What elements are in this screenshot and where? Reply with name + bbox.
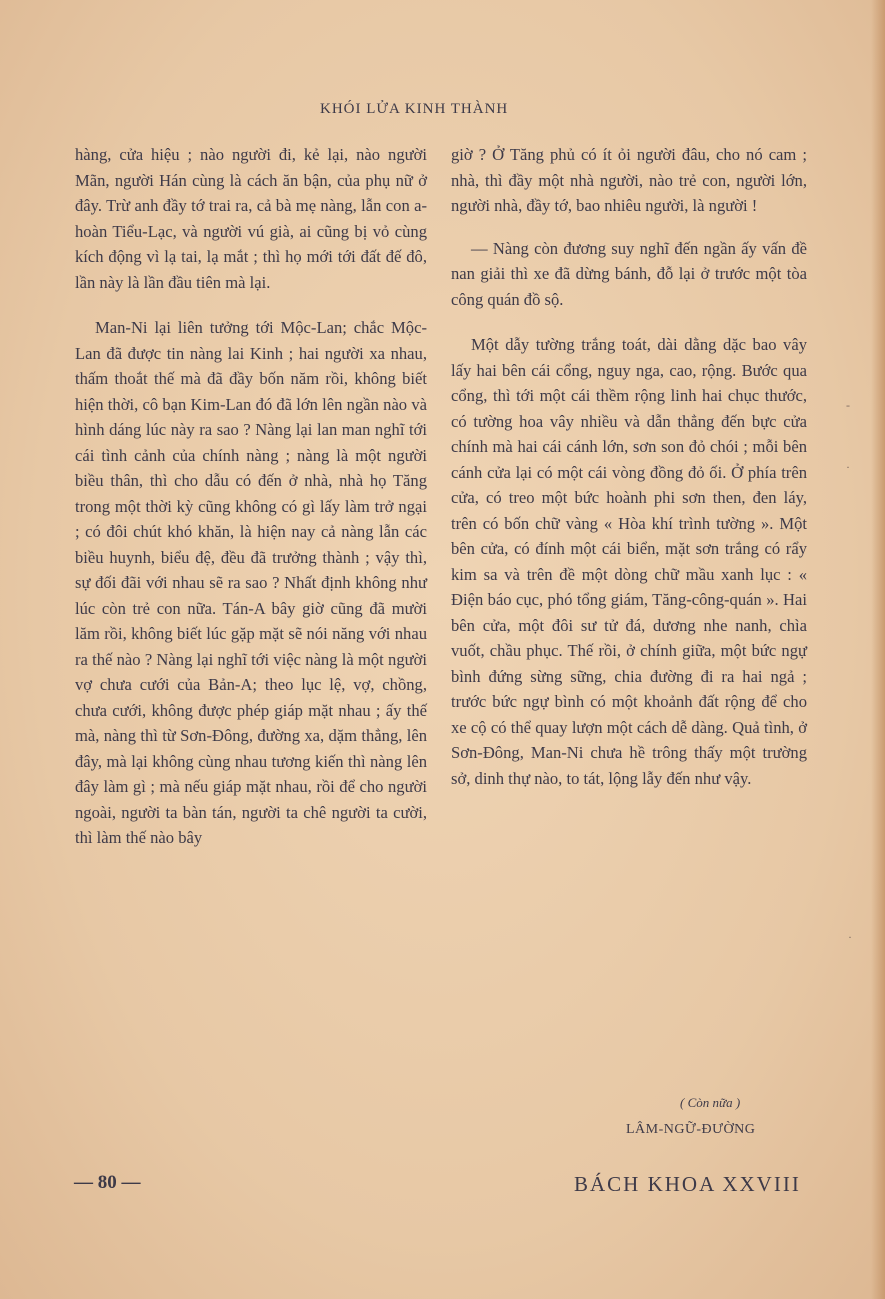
paragraph: Man-Ni lại liên tưởng tới Mộc-Lan; chắc Mộc-Lan đã được tin nàng lai Kinh ; hai người xa nhau, thấm thoắt thế mà đã đầy bốn năm rồi, không biết hiện thời, cô bạn Kim-Lan đó đã lớn lên ngần nào và hình dáng lúc này ra sao ? Nàng lại lan man nghĩ tới cái tình cảnh của chính nàng ; nàng là một người biều thân, thì cho dẫu có đến ở nhà, nhà họ Tăng trong một thời kỳ cũng không có gì lấy làm trở ngại ; có đôi chút khó khăn, là hiện nay cả nàng lẫn các biều huynh, biểu đệ, đều đã trưởng thành ; vậy thì, sự đối đãi với nhau sẽ ra sao ? Nhất định không như lúc còn trẻ con nữa. Tán-A bây giờ cũng đã mười lăm rồi, không biết lúc gặp mặt sẽ nói năng với nhau ra thế nào ? Nàng lại nghĩ tới việc nàng là một người vợ chưa cưới của Bản-A; theo lục lệ, vợ, chồng, chưa cưới, không được phép giáp mặt nhau ; ấy thế mà, nàng thì từ Sơn-Đông, đường xa, dặm thẳng, lên đây, mà lại không cùng nhau tương kiến thì nàng lên đây làm gì ; mà nếu giáp mặt nhau, rồi để cho người ngoài, người ta bàn tán, người ta chê người ta cười, thì làm thế nào bây bbox=[75, 318, 427, 847]
paragraph: giờ ? Ở Tăng phủ có ít ỏi người đâu, cho nó cam ; nhà, thì đầy một nhà người, nào trẻ con, người lớn, người nhà, đầy tớ, bao nhiêu người, là người ! bbox=[451, 145, 807, 215]
margin-mark: · bbox=[846, 460, 850, 474]
continued-note: ( Còn nữa ) bbox=[680, 1095, 741, 1110]
running-head: KHÓI LỬA KINH THÀNH bbox=[320, 101, 509, 117]
margin-mark: · bbox=[848, 930, 852, 944]
journal-name: BÁCH KHOA XXVIII bbox=[574, 1172, 801, 1196]
margin-mark: - bbox=[846, 398, 850, 412]
paragraph: hàng, cửa hiệu ; nào người đi, kẻ lại, nào người Mãn, người Hán cùng là cách ăn bận, của phụ nữ ở đây. Trừ anh đầy tớ trai ra, cả bà mẹ nàng, lẫn con a-hoàn Tiểu-Lạc, và người vú già, ai cũng bị vỏ cùng kích động vì lạ tai, lạ mắt ; thì họ mới tới đất đế đô, lần này là lần đầu tiên mà lại. bbox=[75, 145, 427, 292]
paragraph: Một dẫy tường trắng toát, dài dằng dặc bao vây lấy hai bên cái cổng, nguy nga, cao, rộng. Bước qua cổng, thì tới một cái thềm rộng linh hai chục thước, có tường hoa vây nhiều và dẫn thẳng đến bực cửa chính mà hai cái cánh lớn, sơn son đỏ chói ; mỗi bên cánh cửa lại có một cái vòng đồng đỏ ối. Ở phía trên cửa, có treo một bức hoành phi sơn then, đen láy, trên có bốn chữ vàng « Hòa khí trình tường ». Một bên cửa, có đính một cái biển, mặt sơn trắng có rẩy kim sa và trên đề một dòng chữ mầu xanh lục : « Điện báo cục, phó tổng giám, Tăng-công-quán ». Hai bên cửa, một đôi sư tử đá, dương nhe nanh, chìa vuốt, chầu phục. Thế rồi, ở chính giữa, một bức ngự bình đứng sừng sững, chia đường đi ra hai ngả ; trước bức ngự bình có một khoảnh đất rộng để cho xe cộ có thể quay lượn một cách dễ dàng. Quả tình, ở Sơn-Đông, Man-Ni chưa hề trông thấy một trường sở, dinh thự nào, to tát, lộng lẫy đến như vậy. bbox=[451, 335, 807, 788]
author-name: LÂM-NGỮ-ĐƯỜNG bbox=[626, 1122, 756, 1137]
right-column bbox=[451, 142, 807, 791]
page-edge-shadow bbox=[871, 0, 885, 1299]
paragraph: — Nàng còn đương suy nghĩ đến ngần ấy vấn đề nan giải thì xe đã dừng bánh, đỗ lại ở trước một tòa công quán đồ sộ. bbox=[451, 238, 807, 309]
page-number: — 80 — bbox=[74, 1172, 141, 1193]
left-column bbox=[75, 142, 427, 851]
